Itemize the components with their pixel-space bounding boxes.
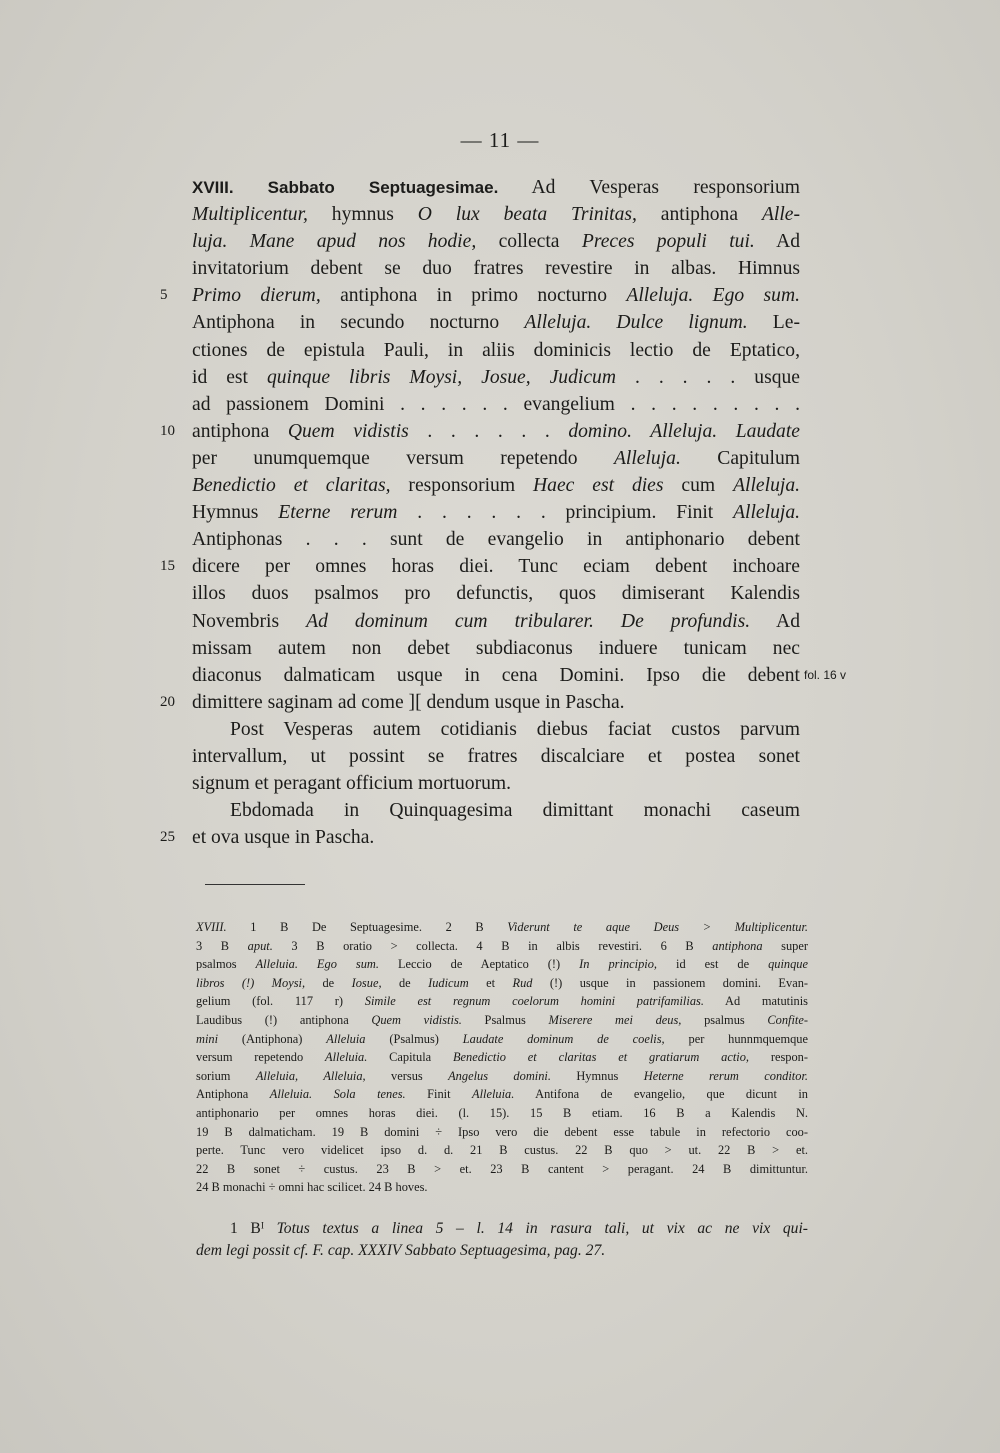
text-run: dimittere saginam ad come ][ dendum usque in Pascha. (192, 691, 625, 713)
apparatus-line (196, 1141, 808, 1160)
text-run: . . . . . . principium. Finit (397, 502, 734, 524)
text-run: Post Vesperas autem cotidianis diebus faciat custos parvum (230, 718, 800, 740)
italic-text: Alleluja. (733, 475, 801, 497)
text-run: Antiphona (196, 1087, 270, 1102)
italic-text: Alleluja. (613, 447, 681, 469)
main-text (160, 174, 801, 851)
italic-text: mini (196, 1031, 219, 1046)
italic-text: Heterne rerum conditor. (643, 1068, 808, 1083)
italic-text: Totus textus a linea 5 – l. 14 in rasura tali, ut vix ac ne vix qui- (276, 1220, 808, 1237)
body-text-line (192, 391, 800, 418)
body-text-line (192, 445, 800, 472)
italic-text: Benedictio et claritas et gratiarum actio, (452, 1050, 749, 1065)
text-run: perte. Tunc vero videlicet ipso d. d. 21 B custus. 22 B quo > ut. 22 B > et. (196, 1143, 808, 1158)
apparatus-line (196, 992, 808, 1011)
margin-folio-note: fol. 16 v (804, 668, 847, 682)
text-run: 22 B sonet ÷ custus. 23 B > et. 23 B cantent > peragant. 24 B dimittuntur. (196, 1161, 808, 1176)
text-run: hymnus (307, 204, 418, 226)
text-run: antiphona (636, 204, 762, 226)
text-run: Ad Vesperas responsorium (498, 177, 800, 198)
italic-text: XVIII. (196, 920, 227, 934)
text-run: psalmus (681, 1012, 768, 1027)
text-run: (!) usque in passionem domini. Evan- (532, 975, 809, 990)
body-text-line (192, 580, 800, 607)
note-line (196, 1240, 808, 1262)
italic-text: Quem vidistis (287, 420, 409, 442)
body-text-line (192, 174, 800, 201)
body-text-line (192, 255, 800, 282)
text-run: Ad (750, 610, 800, 632)
body-text-line (192, 228, 800, 255)
text-run: invitatorium debent se duo fratres revestire in albas. Himnus (192, 258, 800, 280)
apparatus-line (196, 955, 808, 974)
italic-text: Simile est regnum coelorum homini patrifamilias. (364, 994, 704, 1009)
line-number: 25 (160, 829, 175, 846)
text-run: Ad (754, 231, 801, 253)
apparatus-line (196, 1067, 808, 1086)
text-run: de (381, 975, 429, 990)
italic-text: Alleluja. Ego sum. (626, 285, 801, 307)
section-heading: XVIII. Sabbato Septuagesimae. (192, 178, 499, 197)
apparatus-line (196, 1104, 808, 1123)
body-text-line (192, 201, 800, 228)
text-run: Capitulum (680, 447, 800, 469)
apparatus-line (196, 1011, 808, 1030)
text-run: illos duos psalmos pro defunctis, quos dimiserant Kalendis (192, 583, 800, 605)
italic-text: Benedictio et claritas, (192, 475, 391, 497)
italic-text: Miserere mei deus, (548, 1012, 682, 1027)
apparatus-line (196, 1178, 808, 1197)
italic-text: Iosue, (351, 975, 382, 990)
text-run: 19 B dalmaticham. 19 B domini ÷ Ipso vero die debent esse tabule in refectorio coo- (196, 1124, 808, 1139)
text-run: gelium (fol. 117 r) (196, 994, 365, 1009)
italic-text: Confite- (767, 1012, 808, 1027)
text-run: Antiphona in secundo nocturno (192, 312, 525, 334)
italic-text: Alleluia. (325, 1050, 368, 1065)
text-run: id est de (657, 957, 769, 972)
apparatus-line (196, 1160, 808, 1179)
italic-text: Preces populi tui. (581, 231, 755, 253)
text-run: (Antiphona) (218, 1031, 327, 1046)
italic-text: quinque (768, 957, 808, 972)
text-run: Laudibus (!) antiphona (196, 1012, 372, 1027)
body-text-line (192, 770, 800, 797)
italic-text: Alleluia, Alleluia, (255, 1068, 366, 1083)
critical-apparatus (196, 918, 808, 1197)
body-text-line (160, 553, 800, 580)
text-run: Antiphonas . . . sunt de evangelio in antiphonario debent (192, 529, 800, 551)
italic-text: Primo dierum, (192, 285, 321, 307)
line-number: 5 (160, 287, 168, 304)
body-text-line (192, 716, 800, 743)
line-number: 15 (160, 558, 175, 575)
text-run: ad passionem Domini . . . . . . evangelium . . . . . . . . . (192, 393, 800, 415)
text-run: Ad matutinis (703, 994, 808, 1009)
body-text-line (192, 743, 800, 770)
text-run: Novembris (192, 610, 307, 632)
apparatus-line (196, 974, 808, 993)
text-run: versum repetendo (196, 1050, 325, 1065)
italic-text: Viderunt te aque Deus > Multiplicentur. (507, 920, 808, 934)
text-run: 3 B oratio > collecta. 4 B in albis revestiri. 6 B (272, 938, 713, 953)
body-text-line (192, 309, 800, 336)
italic-text: Alleluia. Ego sum. (255, 957, 379, 972)
italic-text: In principio, (579, 957, 658, 972)
text-run: cum (663, 475, 734, 497)
apparatus-line (196, 1048, 808, 1067)
body-text-line (160, 689, 800, 716)
text-run: sorium (196, 1068, 256, 1083)
body-text-line (192, 662, 800, 689)
body-text-line (160, 282, 801, 309)
body-text-line (192, 526, 800, 553)
italic-text: Ad dominum cum tribularer. De profundis. (306, 610, 751, 632)
italic-text: Laudate dominum de coelis, (462, 1031, 665, 1046)
text-run: per unumquemque versum repetendo (192, 447, 614, 469)
text-run: et (468, 975, 513, 990)
line-number: 20 (160, 693, 175, 710)
body-text-line (160, 824, 800, 851)
text-run: 24 B monachi ÷ omni hac scilicet. 24 B hoves. (196, 1180, 428, 1195)
text-run: Hymnus (550, 1068, 644, 1083)
italic-text: antiphona (712, 938, 763, 953)
editorial-footnote (196, 1218, 808, 1262)
text-run: . . . . . usque (615, 366, 800, 388)
body-text-line (160, 418, 800, 445)
italic-text: Iudicum (428, 975, 469, 990)
text-run: Le- (747, 312, 800, 334)
italic-text: Multiplicentur, (192, 204, 308, 226)
text-run: respon- (749, 1050, 808, 1065)
text-run: psalmos (196, 957, 256, 972)
text-run: antiphona (192, 420, 288, 442)
text-run: antiphona in primo nocturno (320, 285, 627, 307)
italic-text: Alleluia (326, 1031, 366, 1046)
text-run: (Psalmus) (365, 1031, 463, 1046)
text-run: per hunnmquemque (664, 1031, 808, 1046)
italic-text: Alleluja. Dulce lignum. (524, 312, 748, 334)
body-text-line (192, 472, 800, 499)
body-text-line (192, 364, 800, 391)
text-run: dicere per omnes horas diei. Tunc eciam debent inchoare (192, 556, 800, 578)
italic-text: Rud (512, 975, 533, 990)
italic-text: luja. Mane apud nos hodie, (192, 231, 477, 253)
body-text-line (192, 337, 800, 364)
text-run: 3 B (196, 938, 248, 953)
italic-text: dem legi possit cf. F. cap. XXXIV Sabbato Septuagesima, pag. 27. (196, 1242, 606, 1259)
italic-text: Alleluia. Sola tenes. (269, 1087, 406, 1102)
text-run: Leccio de Aeptatico (!) (378, 957, 580, 972)
text-run: 1 Bᴵ (230, 1220, 277, 1237)
italic-text: libros (!) Moysi, (196, 975, 306, 990)
italic-text: O lux beata Trinitas, (417, 204, 637, 226)
italic-text: Alleluja. (733, 502, 801, 524)
italic-text: Alle- (761, 204, 801, 226)
page-number: — 11 — (460, 128, 540, 152)
italic-text: Eterne rerum (278, 502, 398, 524)
text-run: missam autem non debet subdiaconus induere tunicam nec (192, 637, 800, 659)
italic-text: aput. (247, 938, 273, 953)
body-text-line (192, 635, 800, 662)
text-run: Ebdomada in Quinquagesima dimittant monachi caseum (230, 800, 800, 822)
text-run: versus (365, 1068, 449, 1083)
body-text-line (192, 608, 800, 635)
text-run: Antifona de evangelio, que dicunt in (514, 1087, 808, 1102)
italic-text: Quem vidistis. (371, 1012, 462, 1027)
italic-text: domino. Alleluja. Laudate (568, 420, 800, 442)
text-run: responsorium (390, 475, 534, 497)
text-run: diaconus dalmaticam usque in cena Domini. Ipso die debent (192, 664, 800, 686)
text-run: Hymnus (192, 502, 279, 524)
text-run: antiphonario per omnes horas diei. (l. 15). 15 B etiam. 16 B a Kalendis N. (196, 1105, 808, 1120)
body-text-line (192, 797, 800, 824)
apparatus-line (196, 1085, 808, 1104)
text-run: Psalmus (461, 1012, 549, 1027)
text-run: super (762, 938, 809, 953)
text-run: Finit (405, 1087, 473, 1102)
italic-text: Angelus domini. (448, 1068, 551, 1083)
text-run: Capitula (367, 1050, 453, 1065)
apparatus-line (196, 937, 808, 956)
italic-text: quinque libris Moysi, Josue, Judicum (266, 366, 616, 388)
text-run: . . . . . . (408, 420, 569, 442)
text-run: et ova usque in Pascha. (192, 827, 375, 849)
text-run: collecta (476, 231, 582, 253)
apparatus-line (196, 1123, 808, 1142)
text-run: signum et peragant officium mortuorum. (192, 773, 512, 795)
apparatus-line (196, 1030, 808, 1049)
line-number: 10 (160, 422, 175, 439)
text-run: ctiones de epistula Pauli, in aliis dominicis lectio de Eptatico, (192, 339, 800, 361)
footnote-separator (205, 884, 305, 885)
body-text-line (192, 499, 800, 526)
text-run: 1 B De Septuagesime. 2 B (226, 920, 508, 934)
apparatus-line (196, 918, 808, 937)
text-run: de (305, 975, 352, 990)
note-line (196, 1218, 808, 1240)
text-run: id est (192, 366, 267, 388)
text-run: intervallum, ut possint se fratres discalciare et postea sonet (192, 745, 800, 767)
italic-text: Haec est dies (533, 475, 664, 497)
italic-text: Alleluia. (472, 1087, 515, 1102)
